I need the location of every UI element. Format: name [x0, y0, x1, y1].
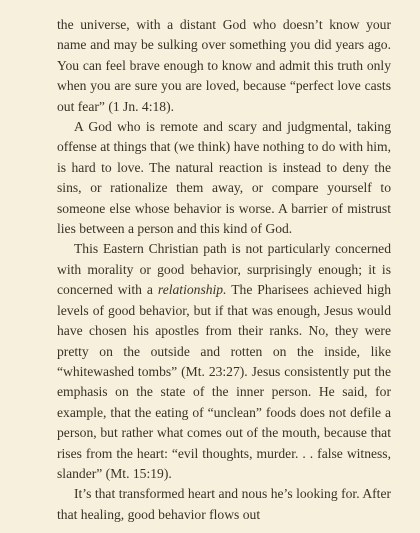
- paragraph-3-italic-word: relationship.: [157, 282, 227, 298]
- paragraph-3-text-b: The Pharisees achieved high levels of good behavior, but if that was enough, Jesus would have chosen his apostles from their ranks. No, they were pretty on the outside and rotten on the inside, like “whitewashed tombs” (Mt. 23:27). Jesus consistently put the emphasis on the state of the inner person. He said, for example, that the eating of “unclean” foods does not defile a person, but rather what comes out of the mouth, because that rises from the heart: “evil thoughts, murder. . . false witness, slander” (Mt. 15:19).: [57, 282, 392, 481]
- body-text: [57, 15, 391, 525]
- paragraph-2: A God who is remote and scary and judgmental, taking offense at things that (we think) have nothing to do with him, is hard to love. The natural reaction is instead to deny the sins, or rationalize them away, or compare yourself to someone else whose behavior is worse. A barrier of mistrust lies between a person and this kind of God.: [57, 119, 391, 237]
- paragraph-1: the universe, with a distant God who doesn’t know your name and may be sulking over something you did years ago. You can feel brave enough to know and admit this truth only when you are sure you are loved, because “perfect love casts out fear” (1 Jn. 4:18).: [57, 17, 391, 114]
- paragraph-4: It’s that transformed heart and nous he’s looking for. After that healing, good behavior flows out: [57, 486, 391, 522]
- paragraph-3: [57, 239, 391, 484]
- paragraph-3-text-a: This Eastern Christian path is not particularly concerned with morality or good behavior, surprisingly enough; it is concerned with a: [57, 241, 391, 298]
